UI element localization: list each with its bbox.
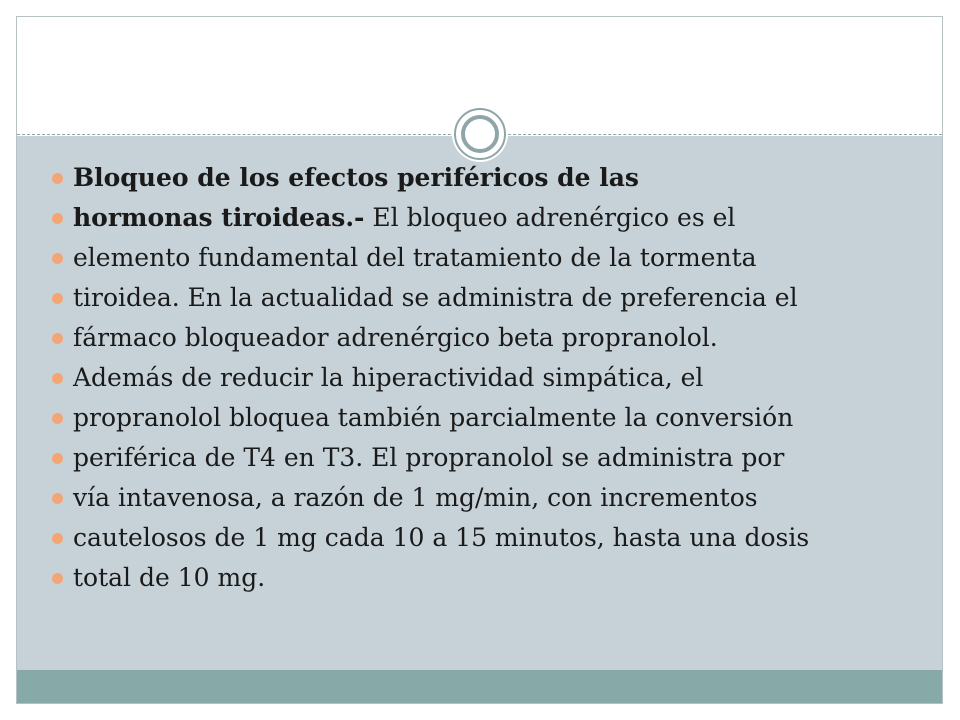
line-text: fármaco bloqueador adrenérgico beta propranolol.	[73, 323, 718, 352]
list-item	[52, 198, 932, 238]
line-text: vía intavenosa, a razón de 1 mg/min, con incrementos	[73, 483, 758, 512]
list-item	[52, 318, 932, 358]
footer-bar	[17, 670, 942, 703]
line-text: cautelosos de 1 mg cada 10 a 15 minutos, hasta una dosis	[73, 523, 810, 552]
bullet-dot-icon	[52, 213, 63, 224]
line-bold-text: Bloqueo de los efectos periféricos de las	[73, 163, 639, 192]
line-text: propranolol bloquea también parcialmente la conversión	[73, 403, 794, 432]
line-text: periférica de T4 en T3. El propranolol se administra por	[73, 443, 785, 472]
bullet-dot-icon	[52, 333, 63, 344]
list-item	[52, 438, 932, 478]
list-item	[52, 278, 932, 318]
list-item	[52, 478, 932, 518]
list-item	[52, 238, 932, 278]
line-text: El bloqueo adrenérgico es el	[364, 203, 736, 232]
list-item	[52, 518, 932, 558]
bullet-dot-icon	[52, 413, 63, 424]
body-text-list	[52, 158, 932, 598]
bullet-dot-icon	[52, 253, 63, 264]
line-text: tiroidea. En la actualidad se administra de preferencia el	[73, 283, 798, 312]
list-item	[52, 398, 932, 438]
bullet-dot-icon	[52, 573, 63, 584]
bullet-dot-icon	[52, 373, 63, 384]
line-text: total de 10 mg.	[73, 563, 266, 592]
bullet-dot-icon	[52, 453, 63, 464]
list-item	[52, 158, 932, 198]
list-item	[52, 558, 932, 598]
bullet-dot-icon	[52, 533, 63, 544]
line-bold-text: hormonas tiroideas.-	[73, 203, 365, 232]
line-text: elemento fundamental del tratamiento de la tormenta	[73, 243, 757, 272]
bullet-dot-icon	[52, 173, 63, 184]
bullet-dot-icon	[52, 293, 63, 304]
bullet-dot-icon	[52, 493, 63, 504]
circle-ring-icon	[452, 106, 508, 162]
line-text: Además de reducir la hiperactividad simpática, el	[73, 363, 704, 392]
list-item	[52, 358, 932, 398]
